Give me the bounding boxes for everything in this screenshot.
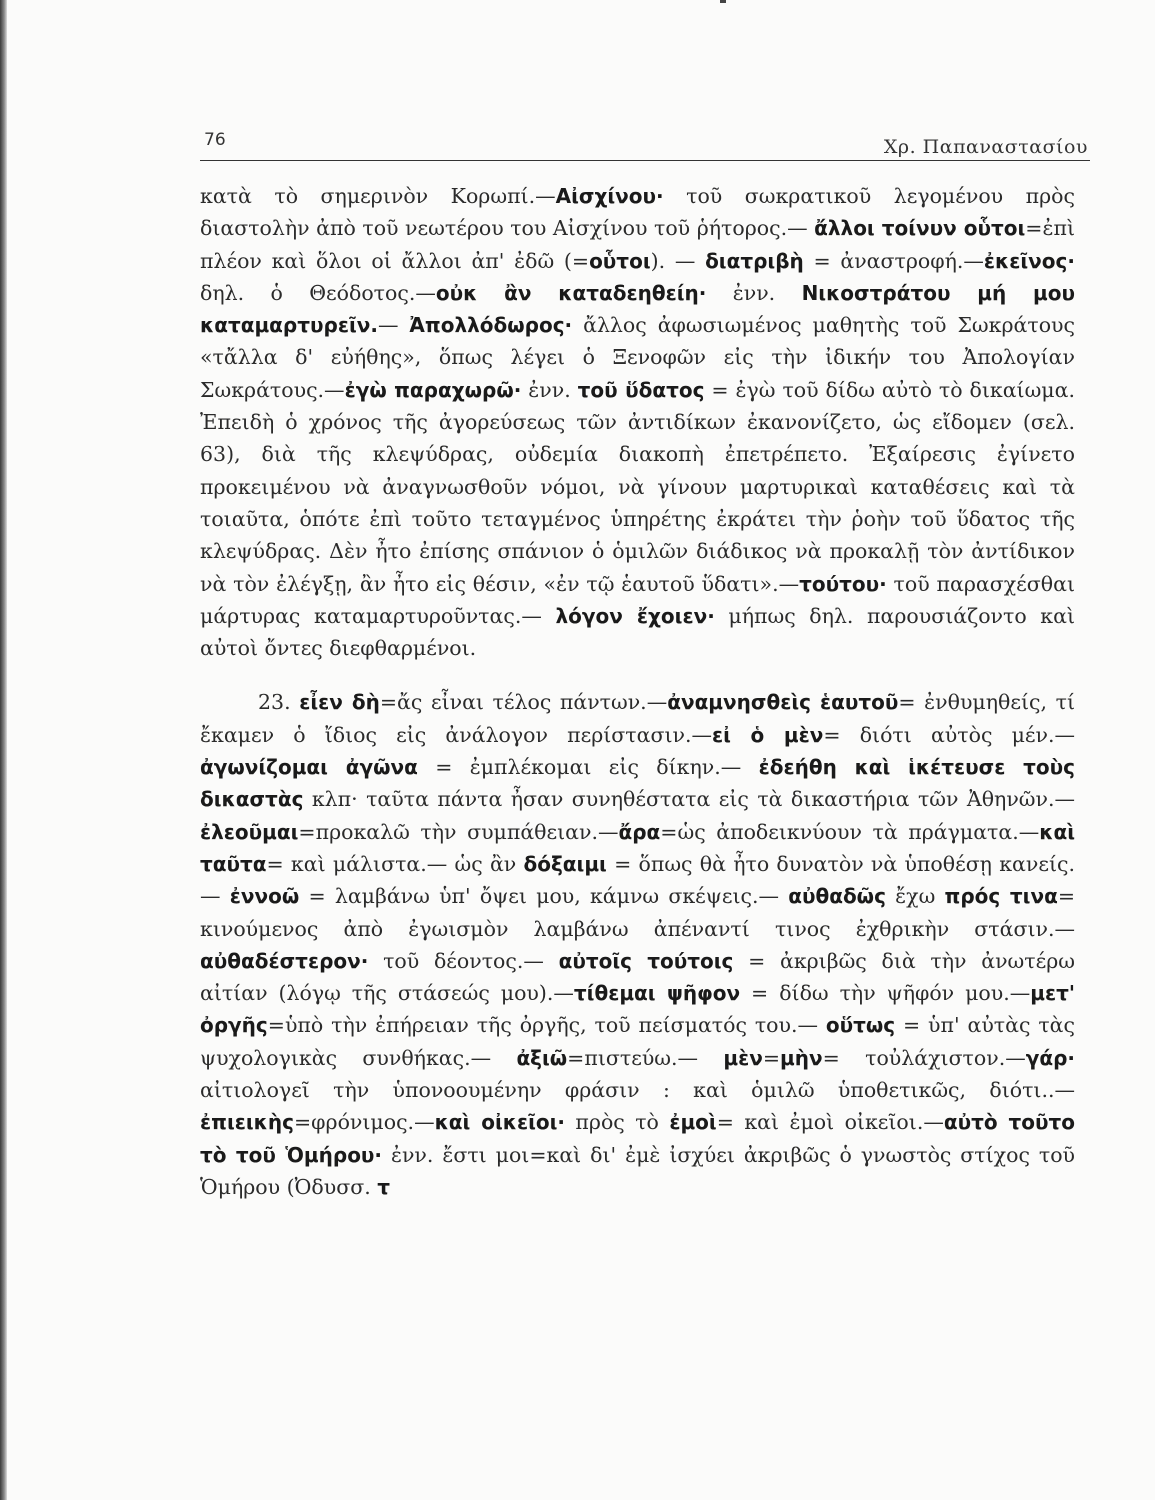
lemma-term: γάρ· — [1025, 1045, 1076, 1070]
commentary-text: κλπ· ταῦτα πάντα ἦσαν συνηθέστατα εἰς τὰ δικαστήρια τῶν Ἀθηνῶν.— — [303, 787, 1075, 812]
page-header — [200, 128, 1090, 161]
commentary-text: = ἐμπλέκομαι εἰς δίκην.— — [417, 755, 759, 780]
commentary-text: ἐνν. — [706, 280, 802, 305]
commentary-text: = τοὐλάχιστον.— — [822, 1045, 1026, 1070]
commentary-text: = ἀναστροφή.— — [803, 248, 984, 273]
running-title: Χρ. Παπαναστασίου — [883, 136, 1088, 158]
lemma-term: ἐγὼ παραχωρῶ· — [344, 377, 522, 402]
lemma-term: Αἰσχίνου· — [555, 184, 664, 208]
lemma-term: οὗτοι — [589, 248, 651, 273]
lemma-term: τ — [377, 1174, 390, 1199]
lemma-term: ἐλεοῦμαι — [200, 819, 299, 844]
lemma-term: εἰ ὁ μὲν — [712, 722, 824, 747]
page-number: 76 — [204, 130, 226, 150]
commentary-text: =ἐπὶ πλέον καὶ ὅλοι οἱ ἄλλοι ἀπ' ἐδῶ (= — [200, 216, 1075, 273]
lemma-term: αὐτοῖς τούτοις — [558, 948, 734, 973]
lemma-term: ἐδεήθη καὶ ἱκέτευσε τοὺς δικαστὰς — [200, 755, 1075, 812]
commentary-text: = λαμβάνω ὑπ' ὄψει μου, κάμνω σκέψεις.— — [299, 884, 789, 909]
commentary-text: μήπως δηλ. παρουσιάζοντο καὶ αὐτοὶ ὄντες διεφθαρμένοι. — [200, 603, 1075, 661]
lemma-term: ἀναμνησθεὶς ἑαυτοῦ — [667, 690, 899, 715]
commentary-text: = ἐνθυμηθείς, τί ἔκαμεν ὁ ἴδιος εἰς ἀνάλογον περίστασιν.— — [200, 690, 1075, 747]
lemma-term: μετ' ὀργῆς — [200, 981, 1075, 1038]
commentary-text: = ἀκριβῶς διὰ τὴν ἀνωτέρω αἰτίαν (λόγῳ τῆς στάσεώς μου).— — [200, 948, 1075, 1006]
lemma-term: μὲν — [723, 1045, 763, 1070]
lemma-term: ἀγωνίζομαι ἀγῶνα — [200, 755, 418, 780]
lemma-term: ἄλλοι τοίνυν οὗτοι — [814, 216, 1026, 241]
commentary-text: = — [762, 1045, 781, 1070]
lemma-term: τοῦ ὕδατος — [577, 377, 705, 402]
commentary-text: =προκαλῶ τὴν συμπάθειαν.— — [298, 819, 619, 844]
commentary-text: τοῦ σωκρατικοῦ λεγομένου πρὸς διαστολὴν ἀπὸ τοῦ νεωτέρου του Αἰσχίνου τοῦ ῥήτορος.— — [200, 184, 1075, 241]
lemma-term: ἀξιῶ — [516, 1045, 568, 1070]
commentary-text: — — [377, 313, 410, 338]
lemma-term: αὐθαδῶς — [788, 884, 886, 909]
lemma-term: τίθεμαι ψῆφον — [573, 981, 741, 1006]
lemma-term: αὐθαδέστερον· — [200, 948, 369, 973]
lemma-term: δόξαιμι — [523, 851, 607, 876]
commentary-text: =φρόνιμος.— — [293, 1110, 435, 1135]
lemma-term: λόγον ἔχοιεν· — [555, 603, 715, 628]
commentary-text: = διότι αὐτὸς μέν.— — [823, 722, 1076, 747]
body-text — [200, 180, 1075, 1203]
commentary-text: = ὅπως θὰ ἦτο δυνατὸν νὰ ὑποθέσῃ κανείς.— — [200, 851, 1075, 909]
commentary-text: κατὰ τὸ σημερινὸν Κορωπί.— — [200, 184, 556, 208]
commentary-text: τοῦ δέοντος.— — [368, 948, 559, 973]
commentary-text: = δίδω τὴν ψῆφόν μου.— — [740, 981, 1031, 1006]
commentary-text: ἔχω — [885, 884, 945, 909]
commentary-text: =πιστεύω.— — [567, 1045, 724, 1070]
commentary-text: ). — — [650, 248, 706, 273]
lemma-term: εἶεν δὴ — [299, 690, 380, 715]
lemma-term: ἐπιεικὴς — [200, 1110, 294, 1135]
commentary-text: = καὶ ἐμοὶ οἰκεῖοι.— — [716, 1110, 944, 1135]
lemma-term: διατριβὴ — [705, 248, 804, 273]
commentary-text: =ὡς ἀποδεικνύουν τὰ πράγματα.— — [660, 819, 1040, 844]
commentary-text: ἄλλος ἀφωσιωμένος μαθητὴς τοῦ Σωκράτους «τἄλλα δ' εὐήθης», ὅπως λέγει ὁ Ξενοφῶν εἰς τὴν ἰδικήν του Ἀπολογίαν Σωκράτους.— — [200, 313, 1075, 402]
commentary-text: 23. — [258, 690, 300, 715]
lemma-term: πρός τινα — [944, 884, 1058, 909]
lemma-term: ἐκεῖνος· — [983, 248, 1075, 273]
commentary-text: =ἄς εἶναι τέλος πάντων.— — [379, 690, 668, 715]
lemma-term: ἐμοὶ — [669, 1110, 717, 1135]
lemma-term: τούτου· — [799, 571, 887, 596]
lemma-term: Ἀπολλόδωρος· — [409, 313, 573, 338]
commentary-text: πρὸς τὸ — [565, 1110, 670, 1135]
page-edge-shadow — [0, 0, 7, 1500]
lemma-term: Νικοστράτου μή μου καταμαρτυρεῖν. — [200, 280, 1075, 338]
lemma-term: αὐτὸ τοῦτο τὸ τοῦ Ὁμήρου· — [200, 1110, 1075, 1167]
lemma-term: μὴν — [780, 1045, 823, 1070]
commentary-text: ἐνν. — [521, 377, 578, 402]
commentary-text: τοῦ παρασχέσθαι μάρτυρας καταμαρτυροῦντας.— — [200, 571, 1075, 628]
commentary-text: αἰτιολογεῖ τὴν ὑπονοουμένην φράσιν : καὶ ὁμιλῶ ὑποθετικῶς, διότι..— — [200, 1078, 1075, 1103]
paragraph-section-23 — [200, 686, 1075, 1203]
lemma-term: καὶ οἰκεῖοι· — [434, 1110, 565, 1135]
lemma-term: οὕτως — [825, 1013, 896, 1038]
lemma-term: ἄρα — [618, 819, 661, 844]
commentary-text: δηλ. ὁ Θεόδοτος.— — [200, 280, 436, 305]
lemma-term: οὐκ ἂν καταδεηθείη· — [435, 280, 707, 305]
lemma-term: ἐννοῶ — [229, 884, 300, 909]
paragraph-commentary — [200, 180, 1075, 664]
scan-mark — [720, 0, 726, 3]
commentary-text: = ὑπ' αὐτὰς τὰς ψυχολογικὰς συνθήκας.— — [200, 1013, 1076, 1070]
commentary-text: = ἐγὼ τοῦ δίδω αὐτὸ τὸ δικαίωμα. Ἐπειδὴ ὁ χρόνος τῆς ἀγορεύσεως τῶν ἀντιδίκων ἐκανονίζετο, ὡς εἴδομεν (σελ. 63), διὰ τῆς κλεψύδρας, οὐδεμία διακοπὴ ἐπετρέπετο. Ἐξαίρεσις ἐγίνετο προκειμένου νὰ ἀναγνωσθοῦν νόμοι, νὰ γίνουν μαρτυρικαὶ καταθέσεις καὶ τὰ τοιαῦτα, ὁπότε ἐπὶ τοῦτο τεταγμένος ὑπηρέτης ἐκράτει τὴν ῥοὴν τοῦ ὕδατος τῆς κλεψύδρας. Δὲν ἦτο ἐπίσης σπάνιον ὁ ὁμιλῶν διάδικος νὰ προκαλῇ τὸν ἀντίδικον νὰ τὸν ἐλέγξῃ, ἂν ἦτο εἰς θέσιν, «ἐν τῷ ἑαυτοῦ ὕδατι».— — [200, 377, 1075, 596]
commentary-text: ἐνν. ἔστι μοι=καὶ δι' ἐμὲ ἰσχύει ἀκριβῶς ὁ γνωστὸς στίχος τοῦ Ὁμήρου (Ὀδυσσ. — [200, 1142, 1075, 1199]
commentary-text: = κινούμενος ἀπὸ ἐγωισμὸν λαμβάνω ἀπέναντί τινος ἐχθρικὴν στάσιν.— — [200, 884, 1075, 941]
lemma-term: καὶ ταῦτα — [200, 819, 1075, 876]
commentary-text: =ὑπὸ τὴν ἐπήρειαν τῆς ὀργῆς, τοῦ πείσματός του.— — [267, 1013, 826, 1038]
commentary-text: = καὶ μάλιστα.— ὡς ἂν — [266, 851, 524, 876]
